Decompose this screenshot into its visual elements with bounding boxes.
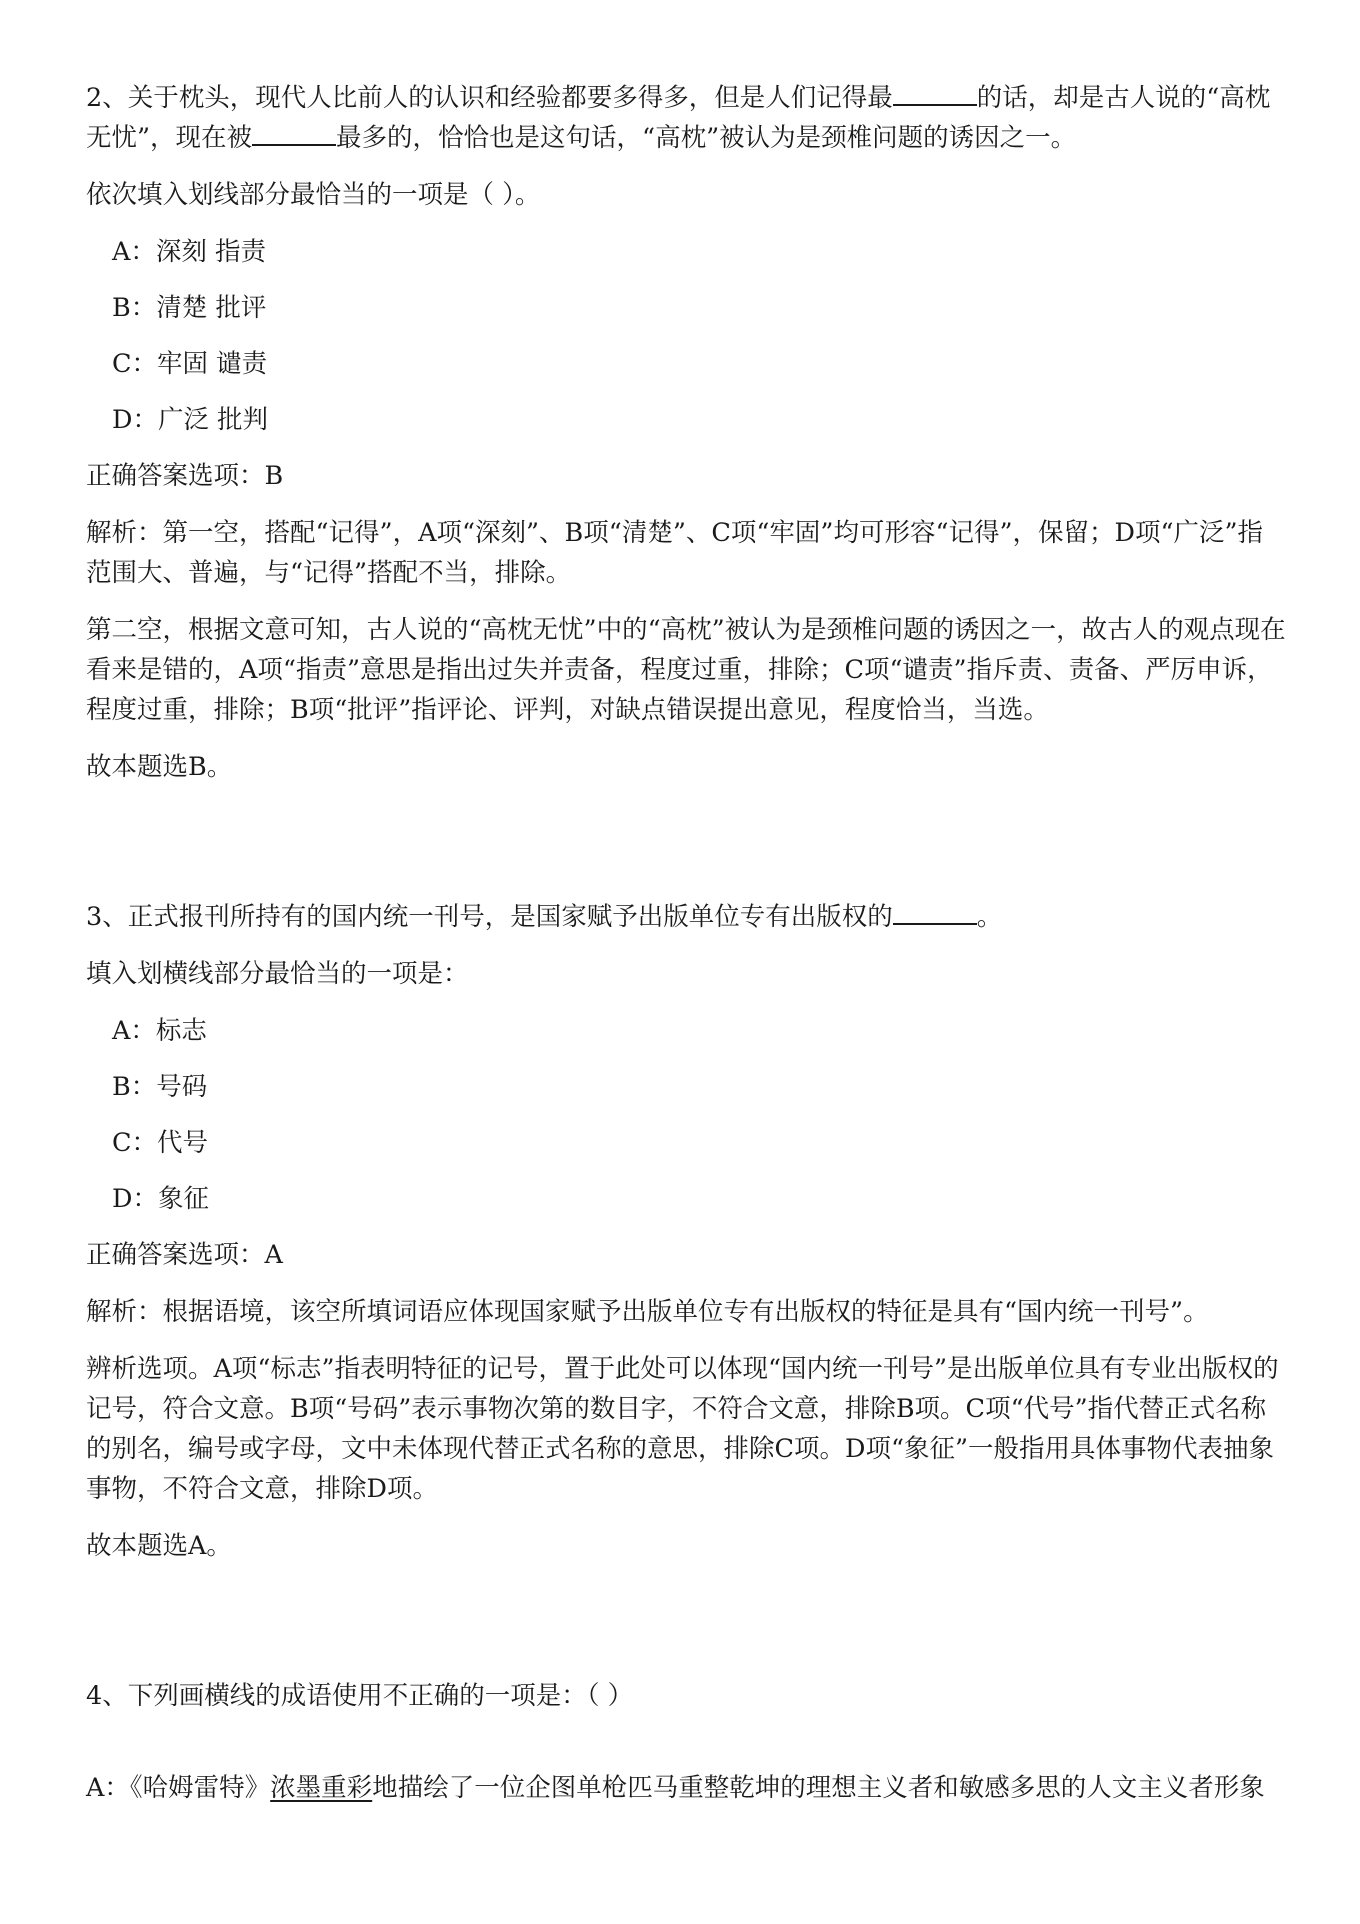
q3-prompt: 填入划横线部分最恰当的一项是： — [86, 959, 469, 989]
q3-stem-part2: 。 — [976, 902, 1003, 932]
q3-conclusion: 故本题选A。 — [86, 1531, 232, 1561]
q2-option-c: C：牢固 谴责 — [112, 349, 268, 379]
q2-analysis-1: 解析：第一空，搭配“记得”，A项“深刻”、B项“清楚”、C项“牢固”均可形容“记得”，保留；D项“广泛”指范围大、普遍，与“记得”搭配不当，排除。 — [86, 518, 1264, 588]
q2-conclusion: 故本题选B。 — [86, 752, 233, 782]
q3-option-c: C：代号 — [112, 1128, 209, 1158]
q3-analysis-2: 辨析选项。A项“标志”指表明特征的记号，置于此处可以体现“国内统一刊号”是出版单位具有专业出版权的记号，符合文意。B项“号码”表示事物次第的数目字，不符合文意，排除B项。C项“代号”指代替正式名称的别名，编号或字母，文中未体现代替正式名称的意思，排除C项。D项“象征”一般指用具体事物代表抽象事物，不符合文意，排除D项。 — [86, 1354, 1279, 1504]
q3-analysis-1: 解析：根据语境，该空所填词语应体现国家赋予出版单位专有出版权的特征是具有“国内统一刊号”。 — [86, 1297, 1209, 1327]
q3-option-b: B：号码 — [112, 1072, 208, 1102]
q3-blank — [893, 901, 977, 925]
q4-option-a — [86, 1768, 1286, 1808]
q2-option-a: A：深刻 指责 — [112, 237, 267, 267]
q4-option-a-suffix: 地描绘了一位企图单枪匹马重整乾坤的理想主义者和敏感多思的人文主义者形象 — [372, 1773, 1265, 1803]
q2-option-b: B：清楚 批评 — [112, 293, 267, 323]
q2-blank-2 — [252, 122, 336, 146]
q3-option-a: A：标志 — [112, 1016, 207, 1046]
q2-stem-part1: 2、关于枕头，现代人比前人的认识和经验都要多得多，但是人们记得最 — [86, 83, 893, 113]
document-page — [86, 78, 1286, 1808]
q2-blank-1 — [893, 82, 977, 106]
q3-stem-part1: 3、正式报刊所持有的国内统一刊号，是国家赋予出版单位专有出版权的 — [86, 902, 893, 932]
q4-option-a-underlined-idiom: 浓墨重彩 — [270, 1773, 373, 1803]
q2-stem-part3: 最多的，恰恰也是这句话，“高枕”被认为是颈椎问题的诱因之一。 — [336, 123, 1077, 153]
q4-option-a-prefix: A：《哈姆雷特》 — [86, 1773, 271, 1803]
q3-stem — [86, 897, 1286, 937]
q2-stem — [86, 78, 1286, 158]
q2-analysis-2: 第二空，根据文意可知，古人说的“高枕无忧”中的“高枕”被认为是颈椎问题的诱因之一，故古人的观点现在看来是错的，A项“指责”意思是指出过失并责备，程度过重，排除；C项“谴责”指斥责、责备、严厉申诉，程度过重，排除；B项“批评”指评论、评判，对缺点错误提出意见，程度恰当，当选。 — [86, 615, 1286, 725]
q4-stem: 4、下列画横线的成语使用不正确的一项是：（ ） — [86, 1681, 634, 1711]
q3-answer: 正确答案选项：A — [86, 1240, 283, 1270]
q2-option-d: D：广泛 批判 — [112, 405, 269, 435]
q3-option-d: D：象征 — [112, 1184, 209, 1214]
q2-stem-part2: 的话，却是古人说的“高枕无忧”，现在被 — [86, 83, 1271, 153]
q2-prompt: 依次填入划线部分最恰当的一项是（ ）。 — [86, 180, 541, 210]
q2-answer: 正确答案选项：B — [86, 461, 284, 491]
